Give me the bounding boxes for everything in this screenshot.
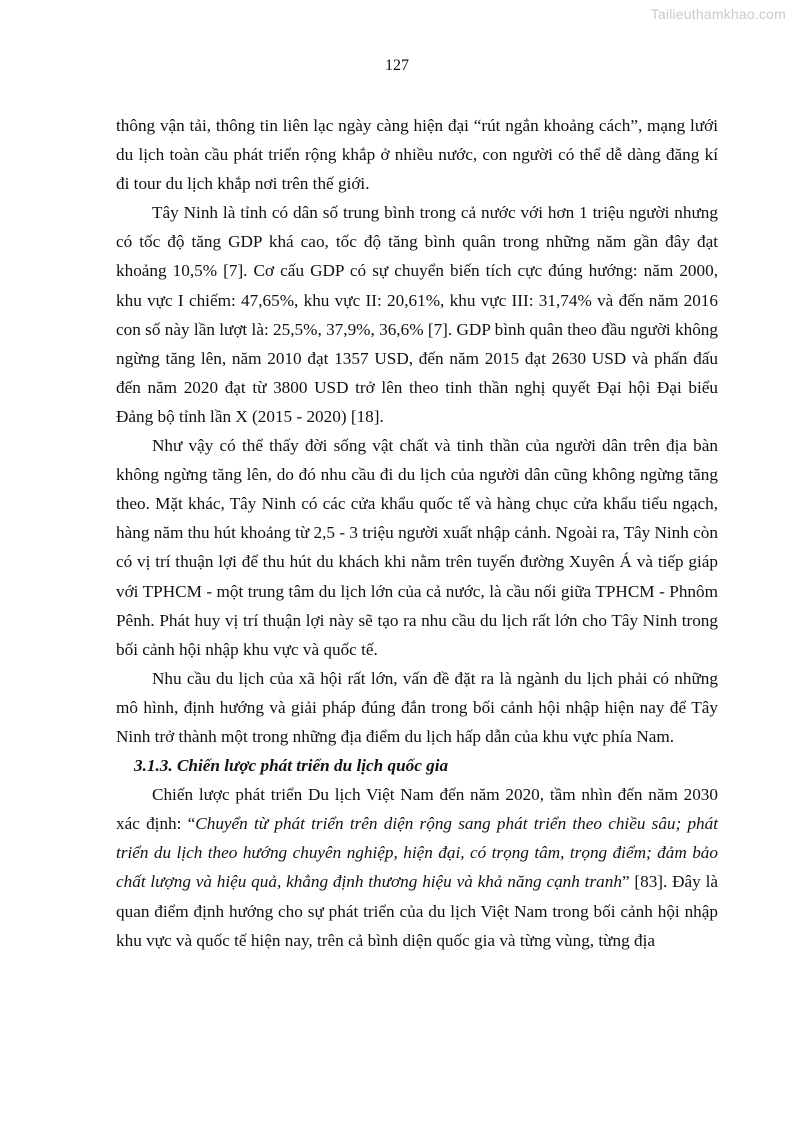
paragraph-2: Tây Ninh là tỉnh có dân số trung bình trong cả nước với hơn 1 triệu người nhưng có tốc độ tăng GDP khá cao, tốc độ tăng bình quân trong những năm gần đây đạt khoảng 10,5% [7]. Cơ cấu GDP có sự chuyển biến tích cực đúng hướng: năm 2000, khu vực I chiếm: 47,65%, khu vực II: 20,61%, khu vực III: 31,74% và đến năm 2016 con số này lần lượt là: 25,5%, 37,9%, 36,6% [7]. GDP bình quân theo đầu người không ngừng tăng lên, năm 2010 đạt 1357 USD, đến năm 2015 đạt 2630 USD và phấn đấu đến năm 2020 đạt từ 3800 USD trở lên theo tinh thần nghị quyết Đại hội Đại biểu Đảng bộ tỉnh lần X (2015 - 2020) [18]. [116,203,718,426]
paragraph-5-tail: ” [83]. Đây là quan điểm định hướng cho sự phát triển của du lịch Việt Nam trong bối cảnh hội nhập khu vực và quốc tế hiện nay, trên cả bình diện quốc gia và từng vùng, từng địa [116,872,718,950]
section-heading: 3.1.3. Chiến lược phát triển du lịch quốc gia [134,756,449,776]
paragraph-5 [116,780,718,955]
paragraph-5-quote: Chuyển từ phát triển trên diện rộng sang phát triển theo chiều sâu; phát triển du lịch theo hướng chuyên nghiệp, hiện đại, có trọng tâm, trọng điểm; đảm bảo chất lượng và hiệu quả, khẳng định thương hiệu và khả năng cạnh tranh [116,814,719,892]
watermark: Tailieuthamkhao.com [650,6,786,22]
paragraph-4: Nhu cầu du lịch của xã hội rất lớn, vấn đề đặt ra là ngành du lịch phải có những mô hình, định hướng và giải pháp đúng đắn trong bối cảnh hội nhập hiện nay để Tây Ninh trở thành một trong những địa điểm du lịch hấp dẫn của khu vực phía Nam. [116,668,718,746]
paragraph-5-lead: Chiến lược phát triển Du lịch Việt Nam đến năm 2020, tầm nhìn đến năm 2030 xác định: “ [116,785,718,834]
paragraph-3: Như vậy có thể thấy đời sống vật chất và tinh thần của người dân trên địa bàn không ngừng tăng lên, do đó nhu cầu đi du lịch của người dân cũng không ngừng tăng theo. Mặt khác, Tây Ninh có các cửa khẩu quốc tế và hàng chục cửa khẩu tiểu ngạch, hàng năm thu hút khoảng từ 2,5 - 3 triệu người xuất nhập cảnh. Ngoài ra, Tây Ninh còn có vị trí thuận lợi để thu hút du khách khi nằm trên tuyến đường Xuyên Á và tiếp giáp với TPHCM - một trung tâm du lịch lớn của cả nước, là cầu nối giữa TPHCM - Phnôm Pênh. Phát huy vị trí thuận lợi này sẽ tạo ra nhu cầu du lịch rất lớn cho Tây Ninh trong bối cảnh hội nhập khu vực và quốc tế. [116,436,718,659]
document-body [116,111,718,955]
paragraph-1: thông vận tải, thông tin liên lạc ngày càng hiện đại “rút ngắn khoảng cách”, mạng lưới du lịch toàn cầu phát triển rộng khắp ở nhiều nước, con người có thể dễ dàng đăng kí đi tour du lịch khắp nơi trên thế giới. [116,116,718,194]
page-number: 127 [385,57,409,74]
